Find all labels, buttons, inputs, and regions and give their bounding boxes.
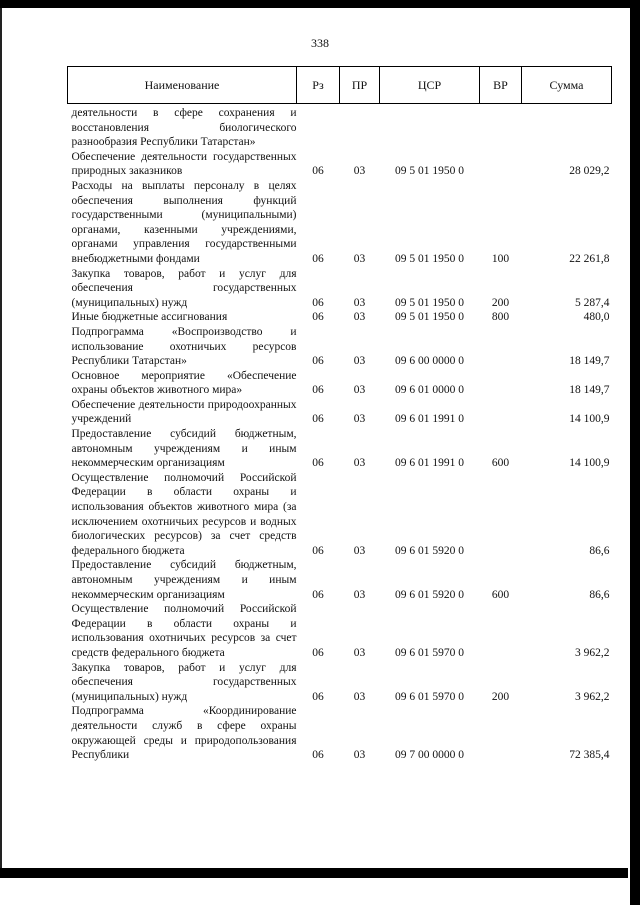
header-rz: Рз [297,67,340,104]
row-rz-cell: 06 [312,588,324,601]
row-pr-cell: 03 [353,413,366,426]
row-sum-cell: 5 287,4 [575,296,610,309]
row-rz-cell: 06 [312,544,324,557]
row-pr-cell: 03 [353,749,366,762]
row-vr-cell [480,602,522,660]
row-csr-cell: 09 7 00 0000 0 [395,749,464,762]
row-sum-cell: 86,6 [589,588,610,601]
row-sum-cell: 18 149,7 [569,384,610,397]
row-rz-cell: 06 [312,413,324,426]
row-pr-cell: 03 [353,646,366,659]
header-name: Наименование [68,67,297,104]
row-name-cell: Закупка товаров, работ и услуг для обеспечения государственных (муниципальных) нужд [71,661,297,703]
row-pr-cell: 03 [353,457,366,470]
row-csr-cell: 09 6 00 0000 0 [395,355,464,368]
scan-border-left [0,8,2,868]
row-csr-cell: 09 5 01 1950 0 [395,296,464,309]
row-rz-cell: 06 [312,749,324,762]
header-row [68,67,612,104]
row-rz-cell: 06 [312,252,324,265]
table-row [68,427,612,471]
page-number: 338 [311,36,329,50]
row-pr-cell: 03 [353,544,366,557]
row-vr-cell [480,369,522,398]
row-vr-cell [480,104,522,150]
row-vr-cell [480,325,522,369]
row-sum-cell [522,104,612,150]
row-csr-cell [380,104,480,150]
scan-border-top [0,0,632,8]
scan-border-bottom [0,868,628,878]
row-name-cell: Подпрограмма «Координирование деятельности служб в сфере охраны окружающей среды и природопользования Республики [71,705,297,762]
row-name-cell: Подпрограмма «Воспроизводство и использование охотничьих ресурсов Республики Татарстан» [71,325,297,368]
row-rz-cell: 06 [312,690,324,703]
header-csr: ЦСР [380,67,480,104]
header-sum: Сумма [522,67,612,104]
row-rz-cell: 06 [312,165,324,178]
row-name-cell: Закупка товаров, работ и услуг для обеспечения государственных (муниципальных) нужд [71,267,297,309]
row-pr-cell [340,104,380,150]
row-rz-cell: 06 [312,311,324,324]
row-vr-cell: 600 [491,588,510,601]
row-vr-cell [480,704,522,762]
row-csr-cell: 09 5 01 1950 0 [395,311,464,324]
row-vr-cell: 100 [491,252,510,265]
row-name-cell: Основное мероприятие «Обеспечение охраны объектов животного мира» [71,369,297,397]
row-vr-cell: 200 [491,296,510,309]
row-csr-cell: 09 6 01 5970 0 [395,690,464,703]
table-row [68,179,612,267]
row-vr-cell [480,398,522,427]
row-csr-cell: 09 5 01 1950 0 [395,165,464,178]
row-sum-cell: 86,6 [589,544,610,557]
row-sum-cell: 480,0 [583,311,610,324]
row-name-cell: Осуществление полномочий Российской Федерации в области охраны и использования охотничьих ресурсов за счет средств федерального бюджета [71,603,297,659]
row-vr-cell: 600 [491,457,510,470]
row-pr-cell: 03 [353,252,366,265]
table-row [68,661,612,705]
row-name-cell: Предоставление субсидий бюджетным, автономным учреждениям и иным некоммерческим организациям [71,428,297,470]
row-pr-cell: 03 [353,690,366,703]
table-row [68,704,612,762]
row-vr-cell [480,471,522,559]
header-vr: ВР [480,67,522,104]
row-pr-cell: 03 [353,311,366,324]
row-sum-cell: 14 100,9 [569,413,610,426]
row-rz-cell: 06 [312,384,324,397]
row-pr-cell: 03 [353,165,366,178]
row-pr-cell: 03 [353,588,366,601]
row-csr-cell: 09 6 01 1991 0 [395,457,464,470]
row-vr-cell [480,150,522,179]
table-row [68,398,612,427]
row-name-cell: деятельности в сфере сохранения и восстановления биологического разнообразия Республики Татарстан» [71,107,297,149]
row-csr-cell: 09 6 01 0000 0 [395,384,464,397]
header-pr: ПР [340,67,380,104]
scan-border-right [630,0,640,905]
table-row [68,150,612,179]
table-row [68,369,612,398]
row-name-cell: Обеспечение деятельности государственных природных заказников [71,150,297,178]
row-sum-cell: 18 149,7 [569,355,610,368]
row-name-cell: Предоставление субсидий бюджетным, автономным учреждениям и иным некоммерческим организациям [71,559,297,601]
row-rz-cell [297,104,340,150]
table-row [68,471,612,559]
row-sum-cell: 22 261,8 [569,252,610,265]
row-rz-cell: 06 [312,355,324,368]
row-csr-cell: 09 5 01 1950 0 [395,252,464,265]
row-csr-cell: 09 6 01 5920 0 [395,588,464,601]
row-sum-cell: 28 029,2 [569,165,610,178]
row-csr-cell: 09 6 01 5920 0 [395,544,464,557]
row-rz-cell: 06 [312,646,324,659]
row-sum-cell: 14 100,9 [569,457,610,470]
row-rz-cell: 06 [312,296,324,309]
table-row [68,325,612,369]
table-row [68,558,612,602]
row-name-cell: Осуществление полномочий Российской Федерации в области охраны и использования объектов животного мира (за исключением охотничьих ресурсов и водных биологических ресурсов) за счет средств федерального бюджета [71,471,297,557]
row-pr-cell: 03 [353,384,366,397]
row-name-cell: Иные бюджетные ассигнования [71,311,228,324]
row-name-cell: Обеспечение деятельности природоохранных учреждений [71,398,297,426]
row-vr-cell: 800 [491,311,510,324]
row-sum-cell: 72 385,4 [569,749,610,762]
row-pr-cell: 03 [353,296,366,309]
table-row [68,310,612,325]
row-sum-cell: 3 962,2 [575,690,610,703]
row-csr-cell: 09 6 01 1991 0 [395,413,464,426]
row-vr-cell: 200 [491,690,510,703]
table-body [68,104,612,763]
table-row [68,104,612,150]
row-pr-cell: 03 [353,355,366,368]
table-row [68,267,612,311]
budget-table [67,66,612,763]
row-sum-cell: 3 962,2 [575,646,610,659]
row-name-cell: Расходы на выплаты персоналу в целях обеспечения выполнения функций государственными (муниципальными) органами, казенными учреждениями, органами управления государственными внебюджетными фондами [71,179,297,265]
row-csr-cell: 09 6 01 5970 0 [395,646,464,659]
row-rz-cell: 06 [312,457,324,470]
table-row [68,602,612,660]
